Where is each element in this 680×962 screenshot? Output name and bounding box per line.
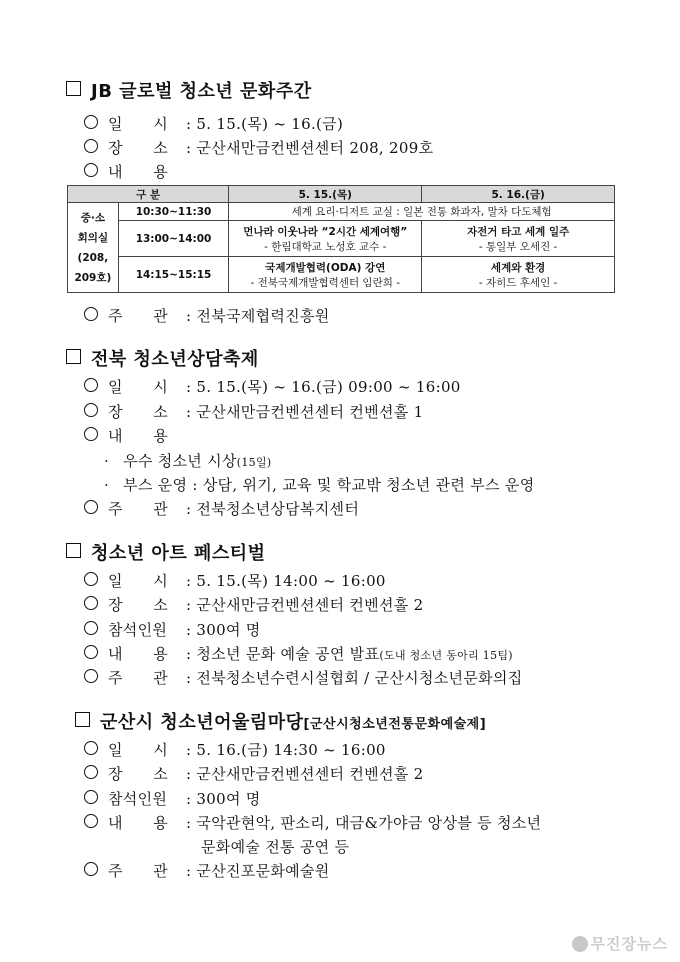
info-row-content (84, 643, 513, 664)
info-row-host (84, 305, 330, 326)
table-header-day2: 5. 16.(금) (422, 186, 615, 203)
room-line: 중·소 (80, 211, 106, 224)
info-row-host (84, 498, 360, 519)
session-title: 국제개발협력(ODA) 강연 (265, 261, 386, 274)
room-line: 회의실 (77, 231, 109, 244)
table-content-cell (422, 257, 615, 293)
row-value: : 군산진포문화예술원 (186, 862, 330, 880)
room-line: (208, (77, 251, 109, 264)
watermark-text: 무진장뉴스 (590, 935, 668, 953)
section-title: 군산시 청소년어울림마당 (100, 712, 304, 733)
circle-bullet-icon (84, 596, 98, 610)
row-label: 내 용 (108, 814, 168, 832)
circle-bullet-icon (84, 427, 98, 441)
table-content-cell (229, 257, 422, 293)
section-heading-3 (66, 539, 266, 565)
info-row-date (84, 376, 461, 397)
info-row-place (84, 137, 434, 158)
row-label: 참석인원 (108, 621, 168, 639)
row-label: 장 소 (108, 403, 168, 421)
checkbox-square-icon (75, 712, 90, 727)
row-value: : 군산새만금컨벤션센터 컨벤션홀 2 (186, 596, 424, 614)
room-line: 209호) (74, 271, 112, 284)
checkbox-square-icon (66, 81, 81, 96)
row-label: 장 소 (108, 139, 168, 157)
circle-bullet-icon (84, 500, 98, 514)
circle-bullet-icon (84, 403, 98, 417)
row-value: : 전북청소년수련시설협회 / 군산시청소년문화의집 (186, 669, 523, 687)
section-heading-1 (66, 77, 312, 103)
row-value: : 군산새만금컨벤션센터 208, 209호 (186, 139, 434, 157)
row-label: 일 시 (108, 378, 168, 396)
row-value: : 300여 명 (186, 790, 261, 808)
circle-bullet-icon (84, 765, 98, 779)
watermark-logo (572, 933, 668, 954)
row-label: 주 관 (108, 500, 168, 518)
session-title: 세계와 환경 (490, 261, 546, 274)
info-row-date (84, 570, 386, 591)
row-value: : 300여 명 (186, 621, 261, 639)
row-label: 내 용 (108, 645, 168, 663)
section-title: 청소년 아트 페스티벌 (91, 543, 266, 564)
info-row-content (84, 812, 542, 833)
info-row-date (84, 113, 344, 134)
session-title: 자전거 타고 세계 일주 (466, 225, 570, 238)
circle-bullet-icon (84, 115, 98, 129)
row-label: 내 용 (108, 163, 168, 181)
circle-bullet-icon (84, 862, 98, 876)
table-time-cell: 14:15~15:15 (118, 257, 229, 293)
table-header-day1: 5. 15.(목) (229, 186, 422, 203)
row-label: 일 시 (108, 115, 168, 133)
row-value: : 군산새만금컨벤션센터 컨벤션홀 1 (186, 403, 424, 421)
row-value: : 군산새만금컨벤션센터 컨벤션홀 2 (186, 765, 424, 783)
info-row-content (84, 161, 168, 182)
info-row-attendance (84, 619, 261, 640)
table-content-cell (422, 221, 615, 257)
list-item-note: (15일) (236, 456, 272, 469)
session-title: 먼나라 이웃나라 “2시간 세계여행” (243, 225, 408, 238)
table-content-cell: 세계 요리·디저트 교실 : 일본 전통 화과자, 말차 다도체험 (229, 203, 615, 221)
circle-bullet-icon (84, 814, 98, 828)
list-item-text: 우수 청소년 시상 (123, 452, 237, 470)
row-label: 주 관 (108, 669, 168, 687)
table-time-cell: 10:30~11:30 (118, 203, 229, 221)
row-value: : 전북국제협력진흥원 (186, 307, 330, 325)
row-value: : 국악관현악, 판소리, 대금&가야금 앙상블 등 청소년 (186, 814, 542, 832)
section-title: JB 글로벌 청소년 문화주간 (91, 81, 312, 102)
session-speaker: - 자히드 후세인 - (478, 276, 558, 289)
row-value: 문화예술 전통 공연 등 (201, 838, 350, 856)
info-row-place (84, 594, 424, 615)
circle-bullet-icon (84, 163, 98, 177)
table-time-cell: 13:00~14:00 (118, 221, 229, 257)
mountain-logo-icon (572, 936, 588, 952)
info-row-place (84, 401, 424, 422)
row-label: 주 관 (108, 862, 168, 880)
section-title: 전북 청소년상담축제 (91, 349, 259, 370)
checkbox-square-icon (66, 349, 81, 364)
session-speaker: - 전북국제개발협력센터 임란희 - (250, 276, 400, 289)
list-item-text: 부스 운영 : 상담, 위기, 교육 및 학교밖 청소년 관련 부스 운영 (123, 476, 535, 494)
list-item: · 우수 청소년 시상(15일) (104, 452, 272, 470)
schedule-table (67, 185, 615, 293)
circle-bullet-icon (84, 621, 98, 635)
circle-bullet-icon (84, 139, 98, 153)
session-speaker: - 한림대학교 노성호 교수 - (264, 240, 387, 253)
row-label: 일 시 (108, 572, 168, 590)
info-row-host (84, 860, 330, 881)
info-row-content (84, 425, 168, 446)
row-label: 장 소 (108, 765, 168, 783)
row-value-note: (도내 청소년 동아리 15팀) (379, 649, 513, 662)
circle-bullet-icon (84, 572, 98, 586)
circle-bullet-icon (84, 307, 98, 321)
row-label: 주 관 (108, 307, 168, 325)
table-room-cell (68, 203, 119, 293)
circle-bullet-icon (84, 790, 98, 804)
info-row-attendance (84, 788, 261, 809)
table-header-category: 구 분 (68, 186, 229, 203)
row-label: 장 소 (108, 596, 168, 614)
circle-bullet-icon (84, 645, 98, 659)
table-row (68, 257, 615, 293)
row-value: : 전북청소년상담복지센터 (186, 500, 360, 518)
table-row (68, 203, 615, 221)
row-label: 내 용 (108, 427, 168, 445)
info-row-date (84, 739, 386, 760)
circle-bullet-icon (84, 741, 98, 755)
row-value: : 청소년 문화 예술 공연 발표 (186, 645, 380, 663)
info-row-host (84, 667, 523, 688)
checkbox-square-icon (66, 543, 81, 558)
table-content-cell (229, 221, 422, 257)
section-heading-2 (66, 345, 259, 371)
row-label: 참석인원 (108, 790, 168, 808)
list-item: · 부스 운영 : 상담, 위기, 교육 및 학교밖 청소년 관련 부스 운영 (104, 476, 535, 494)
section-heading-4 (75, 708, 486, 734)
table-header-row (68, 186, 615, 203)
row-value: : 5. 15.(목) 14:00 ~ 16:00 (186, 572, 386, 590)
row-value: : 5. 15.(목) ~ 16.(금) (186, 115, 344, 133)
row-value: : 5. 15.(목) ~ 16.(금) 09:00 ~ 16:00 (186, 378, 461, 396)
session-speaker: - 통일부 오세진 - (478, 240, 558, 253)
row-value: : 5. 16.(금) 14:30 ~ 16:00 (186, 741, 386, 759)
circle-bullet-icon (84, 378, 98, 392)
row-label: 일 시 (108, 741, 168, 759)
table-row (68, 221, 615, 257)
section-subtitle: [군산시청소년전통문화예술제] (303, 717, 487, 732)
circle-bullet-icon (84, 669, 98, 683)
info-row-place (84, 763, 424, 784)
